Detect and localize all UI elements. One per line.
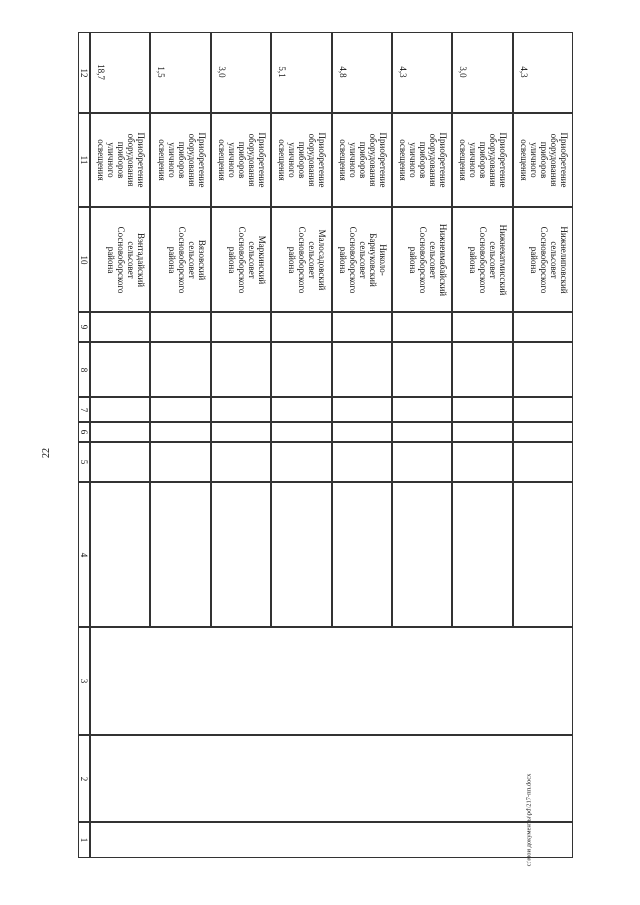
purpose-text: Приобретение оборудования приборов уличного освещения: [216, 132, 267, 188]
column-number-4: 4: [79, 552, 89, 557]
body-cell-r3-c6: [211, 422, 271, 442]
column-number-12: 12: [79, 68, 89, 77]
column-number-7: 7: [79, 407, 89, 412]
footer-file-path: c:\мои документы\pd\217-пп.docx: [525, 773, 533, 867]
column-number-3: 3: [79, 678, 89, 684]
merged-column-3: [90, 627, 573, 735]
amount-value: 4,8: [337, 66, 348, 78]
body-cell-r4-c7: [271, 397, 331, 422]
body-cell-r8-c7: [513, 397, 573, 422]
merged-column-1: [90, 822, 573, 858]
column-number-2: 2: [79, 776, 89, 781]
amount-value: 3,0: [458, 66, 469, 78]
amount-value: 4,3: [518, 66, 529, 78]
body-cell-r5-c9: [332, 312, 392, 342]
amount-value: 5,1: [277, 66, 288, 78]
column-number-6: 6: [79, 429, 89, 435]
column-number-10: 10: [79, 255, 89, 264]
purpose-text: Приобретение оборудования приборов уличного освещения: [277, 132, 328, 188]
organization-text: Малосадовский сельсовет Сосновоборского района: [287, 226, 328, 294]
body-cell-r4-c9: [271, 312, 331, 342]
body-cell-r8-c6: [513, 422, 573, 442]
body-cell-r3-c5: [211, 442, 271, 482]
body-cell-r6-c7: [392, 397, 452, 422]
body-cell-r2-c6: [150, 422, 210, 442]
amount-value: 18,7: [96, 64, 106, 80]
purpose-text: Приобретение оборудования приборов уличного освещения: [398, 132, 449, 188]
body-cell-r8-c5: [513, 442, 573, 482]
body-cell-r6-c9: [392, 312, 452, 342]
body-cell-r5-c8: [332, 342, 392, 397]
body-cell-r7-c6: [452, 422, 512, 442]
rotated-table: [78, 32, 573, 858]
organization-text: Николо- Барнуковский сельсовет Сосновоборского района: [337, 226, 388, 294]
purpose-text: Приобретение оборудования приборов уличного освещения: [337, 132, 388, 188]
purpose-text: Приобретение оборудования приборов уличного освещения: [518, 132, 569, 188]
body-cell-r3-c9: [211, 312, 271, 342]
body-cell-r4-c6: [271, 422, 331, 442]
body-cell-r2-c8: [150, 342, 210, 397]
page-number: 22: [41, 448, 52, 458]
body-cell-r7-c7: [452, 397, 512, 422]
purpose-text: Приобретение оборудования приборов уличного освещения: [458, 132, 509, 188]
body-cell-r6-c5: [392, 442, 452, 482]
amount-value: 1,5: [156, 66, 167, 78]
organization-text: Нижнеимабайский сельсовет Сосновоборского района: [408, 223, 449, 297]
body-cell-r4-c8: [271, 342, 331, 397]
body-cell-r3-c7: [211, 397, 271, 422]
organization-text: Вязовский сельсовет Сосновоборского района: [166, 226, 207, 294]
body-cell-r5-c5: [332, 442, 392, 482]
column-number-8: 8: [79, 367, 89, 372]
body-cell-r5-c6: [332, 422, 392, 442]
body-cell-r1-c8: [90, 342, 150, 397]
column-number-1: 1: [79, 837, 89, 843]
body-cell-r1-c5: [90, 442, 150, 482]
body-cell-r7-c9: [452, 312, 512, 342]
organization-text: Нижнекатмисский сельсовет Сосновоборского района: [468, 224, 509, 296]
amount-value: 4,3: [397, 66, 408, 78]
body-cell-r1-c7: [90, 397, 150, 422]
body-cell-r3-c8: [211, 342, 271, 397]
body-cell-r8-c9: [513, 312, 573, 342]
body-cell-r7-c8: [452, 342, 512, 397]
column-number-11: 11: [79, 155, 89, 165]
amount-value: 3,0: [216, 66, 227, 78]
column-number-9: 9: [79, 324, 89, 330]
body-cell-r2-c7: [150, 397, 210, 422]
body-cell-r4-c5: [271, 442, 331, 482]
column-number-5: 5: [79, 459, 89, 465]
organization-text: Маркинский сельсовет Сосновоборского района: [226, 226, 267, 294]
body-cell-r1-c9: [90, 312, 150, 342]
body-cell-r2-c9: [150, 312, 210, 342]
organization-text: Нижнелиповский сельсовет Сосновоборского района: [528, 226, 569, 294]
body-cell-r2-c5: [150, 442, 210, 482]
body-cell-r1-c6: [90, 422, 150, 442]
merged-column-2: [90, 735, 573, 822]
merged-column-4: [90, 482, 573, 627]
body-cell-r8-c8: [513, 342, 573, 397]
purpose-text: Приобретение оборудования приборов уличного освещения: [96, 132, 147, 188]
organization-text: Вэнтадайский сельсовет Сосновоборского района: [106, 226, 147, 294]
purpose-text: Приобретение оборудования приборов уличного освещения: [156, 132, 207, 188]
body-cell-r6-c8: [392, 342, 452, 397]
body-cell-r6-c6: [392, 422, 452, 442]
body-cell-r7-c5: [452, 442, 512, 482]
body-cell-r5-c7: [332, 397, 392, 422]
